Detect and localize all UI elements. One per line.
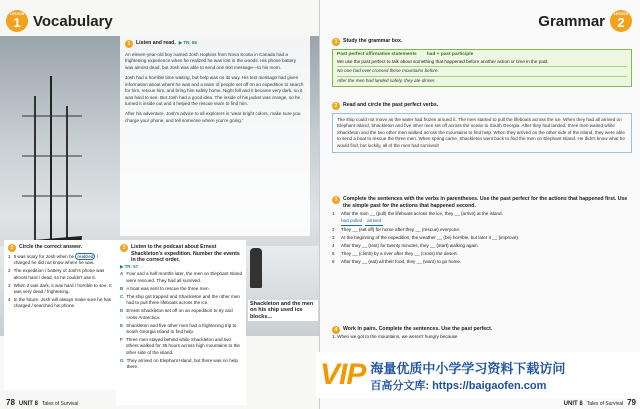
list-item [120,294,242,306]
item-number: 5 [332,251,335,257]
exercise-number: 1 [332,38,340,46]
item-number: 3 [332,235,335,241]
circled-answer[interactable]: realized [77,254,94,259]
exercise-number: 1 [125,40,133,48]
unit-label: UNIT 8 [18,401,38,407]
answer-input[interactable]: arrived [365,218,383,225]
watermark-line-2[interactable]: 百高分文库: https://baigaofen.com [370,379,547,392]
explorer-silhouette [250,248,262,288]
item-number: 4 [8,297,11,303]
exercise-2-box [4,240,116,390]
list-item [332,211,632,217]
item-letter: G [120,357,124,363]
unit-title: Tales of Survival [41,401,79,407]
list-item [332,251,632,257]
list-item [8,254,112,266]
item-text: After the men __ (pull) the lifeboats across the ice, they __ (arrive) at the island. [341,210,503,216]
watermark-line-1: 海量优质中小学学习资料下载访问 [370,360,566,376]
item-text-before: It was scary for Josh when he [13,254,75,259]
item-letter: B [120,285,124,291]
audio-track-button[interactable]: ▶ TR: 57 [120,263,139,269]
exercise-number: 2 [8,244,16,252]
list-item [332,235,632,241]
item-number: 6 [332,259,335,265]
reading-paragraph: After his adventure, Josh's advice to all explorers is 'wear bright colors, make sure you charge your phone, and tell someone where you're going.' [125,111,301,123]
page-number: 78 [6,398,15,407]
exercise-instruction: Listen and read. [136,40,176,46]
watermark-text [370,358,565,393]
exercise-instruction: Work in pairs. Complete the sentences. Use the past perfect. [343,326,493,332]
exercise-instruction: Study the grammar box. [343,38,403,44]
item-letter: F [120,337,123,343]
item-text: Four and a half months later, the men on Elephant Island were rescued. They had all survived. [126,271,243,283]
right-page [320,0,640,409]
exercise-1-reading [120,36,310,236]
page-number: 79 [627,398,636,407]
list-item [332,243,632,249]
answer-input[interactable]: had pulled [341,218,362,225]
list-item [332,259,632,265]
list-item [120,308,242,320]
exercise-3-box [116,240,246,405]
item-text[interactable]: They __ (climb) by a river after they __ (cross) the desert. [341,251,458,257]
item-letter: E [120,322,124,328]
grammar-example: After the men had landed safely, they ate dinner. [337,76,627,84]
exercise-number: 2 [332,102,340,110]
item-text[interactable]: 1. When we got to the mountains, we weren't hungry because [332,334,458,339]
item-text[interactable]: When it was dark, it was hard / horrible to see. It was very dead / frightening. [13,282,112,294]
list-item [120,358,242,370]
list-item [120,271,242,283]
photo-caption: Shackleton and the men on his ship used ice blocks... [248,300,318,321]
item-letter: C [120,294,124,299]
grammar-exercise-1 [332,38,632,87]
item-text-after: / charged he did not know where he was. [13,254,99,266]
item-number: 4 [332,243,335,249]
item-text: Three men stayed behind while Shackleton and two others walked for 36 hours across high mountains to the other side of the island. [125,337,240,355]
grammar-title: Past perfect affirmative statements [337,52,417,57]
exercise-instruction: Complete the sentences with the verbs in parentheses. Use the past perfect for the actions that happened first. Use the simple past for the actions that happened second. [343,196,628,209]
watermark-banner [316,352,640,398]
unit-title: Tales of Survival [586,401,624,407]
grammar-exercise-4 [332,326,512,340]
item-number: 1 [332,210,335,216]
item-text: The ship got trapped and Shackleton and the other men had to pull three lifeboats across the ice. [126,294,240,306]
reading-paragraph: Josh had a horrible time waiting, but help was on its way. His text message had given information about where he was and a team of people set off on an expedition to search for him, rescue him, and bring him safely home. Night fell and it became very dark, so it was hard to see. But Josh had a good idea. The inside of his jacket was orange, so he turned it inside out and it helped the rescue team to find him. [125,75,304,106]
list-item [332,227,632,233]
answer-indent [332,218,338,225]
item-text[interactable]: They __ (set off) for home after they __ (rescue) everyone. [341,227,461,233]
exercise-number: 3 [332,196,340,204]
reading-paragraph: An eleven-year-old boy named Josh Hopkins from Nova Scotia in Canada had a frightening experience when he realized he was lost in the woods. His phone battery was almost dead, but Josh was able to send one text message—to his mom. [125,52,297,70]
item-letter: D [120,308,124,314]
item-text [14,254,112,266]
lesson-number: 2 [617,15,625,31]
list-item [8,283,112,295]
grammar-formula: had + past participle [426,52,474,57]
item-text: A boat was sent to rescue the three men. [126,285,210,291]
item-text: Ernest Shackleton set off on an expedition to try and cross Antarctica. [126,308,233,320]
grammar-example: No one had ever crossed these mountains before. [337,66,627,74]
exercise-number: 3 [120,244,128,252]
item-letter: A [120,271,124,277]
lesson-label: LESSON [613,11,629,16]
story-text[interactable]: The ship could not move as the water had frozen around it. The men started to pull the lifeboats across the ice. When they had all arrived on Elephant Island, Shackleton and five other men set off across the ocean to South Georgia. After they had landed, three men waited while Shackleton and the two other men walked across the mountains to find help. When they arrived on the other side of the island, they were able to send a boat to rescue the three men. When spring came, Shackleton went back to find the men on Elephant Island. He didn't know what he would find, but luckily, all of the men had survived! [332,113,632,153]
exercise-instruction: Listen to the podcast about Ernest Shackleton's expedition. Number the events in the correct order. [131,244,240,263]
grammar-rule: We use the past perfect to talk about something that happened before another action or time in the past. [337,58,549,64]
item-number: 3 [8,282,11,288]
unit-label: UNIT 8 [563,401,583,407]
answer-row [332,218,632,225]
list-item [120,323,242,335]
exercise-instruction: Circle the correct answer. [19,244,83,250]
page-title: Grammar [538,12,605,30]
exercise-number: 4 [332,326,340,334]
item-text: They arrived on Elephant Island, but there was no help there. [126,357,238,369]
item-text: Shackleton and five other men had a frightening trip to South Georgia Island to find help. [126,322,237,334]
lesson-badge [6,10,28,32]
grammar-exercise-2 [332,102,632,153]
vip-logo: VIP [320,358,366,391]
item-number: 2 [8,268,11,274]
page-footer [564,398,636,407]
lesson-number: 1 [13,15,21,31]
left-header [6,10,118,32]
item-text[interactable]: The expedition / battery of Josh's phone was almost hard / dead, so he couldn't use it. [13,268,105,280]
item-number: 2 [332,227,335,233]
lesson-label: LESSON [9,11,25,16]
item-number: 1 [8,254,11,259]
exercise-instruction: Read and circle the past perfect verbs. [343,102,439,108]
list-item [120,337,242,356]
page-title: Vocabulary [33,12,113,30]
list-item [8,297,112,309]
right-header [533,10,632,32]
grammar-exercise-3 [332,196,632,265]
audio-track-button[interactable]: ▶ TR: 56 [178,40,197,45]
lesson-badge [610,10,632,32]
item-text[interactable]: In the future, Josh will always make sure he has charged / searched his phone. [13,297,112,309]
item-text[interactable]: At the beginning of the expedition, the weather __ (be) horrible, but later it __ (improve). [341,235,520,241]
page-footer [6,398,78,407]
list-item [120,286,242,292]
item-text[interactable]: After they __ (eat) all their food, they __ (want) to go home. [341,259,462,265]
list-item [8,268,112,280]
item-text[interactable]: After they __ (rest) for twenty minutes, they __ (start) walking again. [341,243,479,249]
grammar-box [332,49,632,87]
